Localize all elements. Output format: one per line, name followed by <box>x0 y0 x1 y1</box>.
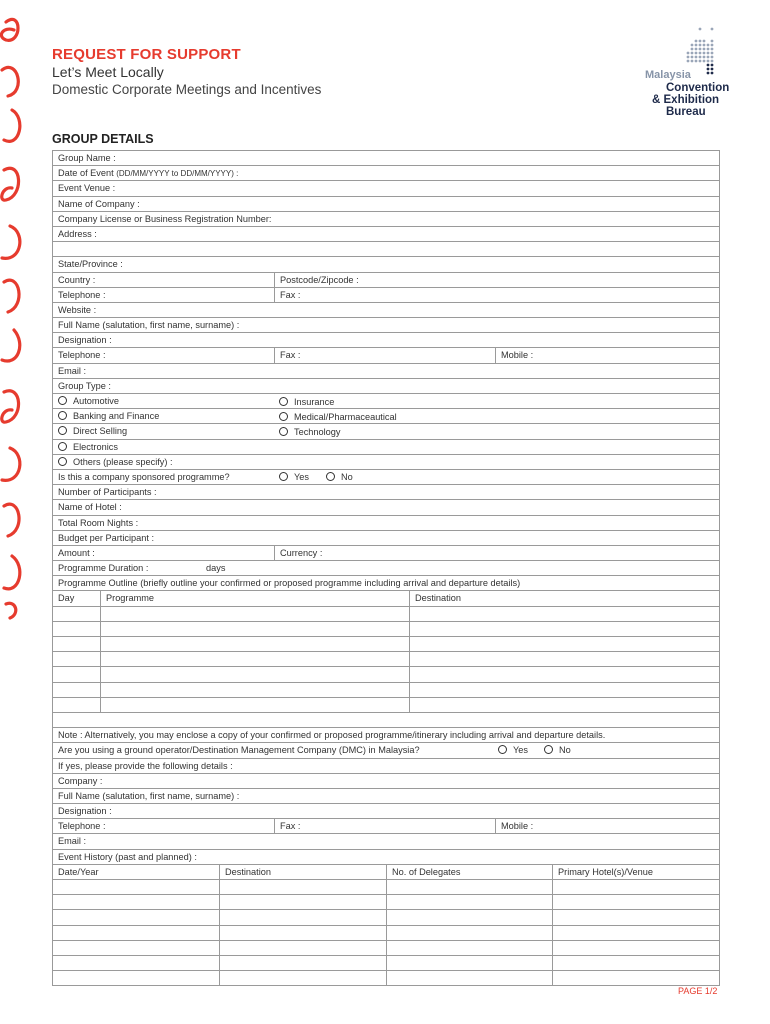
table-cell[interactable] <box>386 956 552 970</box>
room-nights-row[interactable] <box>53 516 719 531</box>
date-of-event-label <box>53 166 238 180</box>
table-cell[interactable] <box>552 926 558 940</box>
table-cell[interactable] <box>552 941 558 955</box>
event-venue-row[interactable] <box>53 181 719 196</box>
table-cell[interactable] <box>100 607 409 621</box>
table-cell[interactable] <box>386 941 552 955</box>
radio-icon[interactable] <box>58 442 67 451</box>
if-yes-label: If yes, please provide the following details : <box>58 760 233 771</box>
col-day-header: Day <box>58 593 75 604</box>
logo-text-malaysia: Malaysia <box>645 69 691 81</box>
form-title: REQUEST FOR SUPPORT <box>52 46 241 63</box>
table-row[interactable] <box>53 683 719 698</box>
table-row[interactable] <box>53 926 719 941</box>
option-label: Automotive <box>73 396 119 406</box>
event-history-row <box>53 850 719 865</box>
table-cell[interactable] <box>100 622 409 636</box>
outline-row <box>53 576 719 591</box>
radio-icon[interactable] <box>58 411 67 420</box>
radio-icon[interactable] <box>58 457 67 466</box>
table-cell[interactable] <box>100 698 409 712</box>
option-label: Electronics <box>73 441 118 452</box>
col-history-destination-header: Destination <box>219 865 271 879</box>
group-name-label: Group Name : <box>58 153 116 163</box>
table-cell[interactable] <box>219 941 386 955</box>
full-name-label: Full Name (salutation, first name, surname) : <box>58 320 240 331</box>
address-row-2[interactable] <box>53 242 719 257</box>
table-row[interactable] <box>53 637 719 652</box>
programme-header-row <box>53 591 719 606</box>
option-electronics[interactable] <box>53 440 118 454</box>
radio-icon[interactable] <box>279 397 288 406</box>
option-insurance[interactable] <box>274 395 334 409</box>
table-cell[interactable] <box>386 895 552 909</box>
dmc-question-label: Are you using a ground operator/Destination Management Company (DMC) in Malaysia? <box>58 745 420 756</box>
dmc-telephone-label: Telephone : <box>58 821 106 832</box>
days-label: days <box>206 563 226 574</box>
radio-icon[interactable] <box>58 426 67 435</box>
website-label: Website : <box>58 304 97 315</box>
table-cell[interactable] <box>552 895 558 909</box>
table-row[interactable] <box>53 941 719 956</box>
date-format-hint: (DD/MM/YYYY to DD/MM/YYYY) : <box>116 169 239 179</box>
option-label: Yes <box>294 471 309 482</box>
dmc-row <box>53 743 719 758</box>
table-cell[interactable] <box>409 637 415 651</box>
company-sponsored-label: Is this a company sponsored programme? <box>58 471 230 482</box>
group-details-form <box>52 150 720 986</box>
country-row[interactable] <box>53 273 719 288</box>
event-history-label: Event History (past and planned) : <box>58 851 197 862</box>
radio-icon[interactable] <box>498 745 507 754</box>
website-row[interactable] <box>53 303 719 318</box>
dmc-mobile-label: Mobile : <box>495 819 533 833</box>
table-cell[interactable] <box>100 652 409 666</box>
option-direct-selling[interactable] <box>53 424 127 438</box>
col-hotel-venue-header: Primary Hotel(s)/Venue <box>552 865 653 879</box>
radio-icon[interactable] <box>279 412 288 421</box>
contact-telephone-row[interactable] <box>53 348 719 363</box>
dmc-full-name-row[interactable] <box>53 789 719 804</box>
decorative-pattern <box>0 0 28 620</box>
option-label: No <box>341 471 353 482</box>
table-cell[interactable] <box>552 971 558 985</box>
option-label: Yes <box>513 745 528 756</box>
option-label: Others (please specify) : <box>73 456 173 467</box>
dmc-fax-label: Fax : <box>274 819 300 833</box>
country-label: Country : <box>58 274 96 285</box>
option-banking[interactable] <box>53 409 159 423</box>
page-number: PAGE 1/2 <box>678 986 718 996</box>
company-sponsored-row <box>53 470 719 485</box>
state-label: State/Province : <box>58 259 123 270</box>
license-label: Company License or Business Registration Number: <box>58 213 272 224</box>
table-row[interactable] <box>53 971 719 986</box>
history-header-row <box>53 865 719 880</box>
date-of-event-text: Date of Event <box>58 168 114 179</box>
table-row[interactable] <box>53 652 719 667</box>
table-cell[interactable] <box>219 895 386 909</box>
table-cell[interactable] <box>386 971 552 985</box>
logo-text-exhibition: & Exhibition <box>652 94 720 106</box>
hotel-label: Name of Hotel : <box>58 502 122 513</box>
participants-label: Number of Participants : <box>58 487 157 498</box>
option-label: Banking and Finance <box>73 411 160 422</box>
date-of-event-row[interactable] <box>53 166 719 181</box>
table-cell[interactable] <box>219 926 386 940</box>
col-destination-header: Destination <box>409 591 461 605</box>
duration-row[interactable] <box>53 561 719 576</box>
outline-label: Programme Outline (briefly outline your confirmed or proposed programme including arrival and departure details) <box>58 578 521 589</box>
option-automotive[interactable] <box>53 394 119 408</box>
option-label: Insurance <box>294 397 335 407</box>
table-row[interactable] <box>53 667 719 682</box>
table-row[interactable] <box>53 956 719 971</box>
table-cell[interactable] <box>100 683 409 697</box>
radio-icon[interactable] <box>58 396 67 405</box>
note-row <box>53 728 719 743</box>
table-cell[interactable] <box>219 880 386 894</box>
table-cell[interactable] <box>552 956 558 970</box>
budget-label: Budget per Participant : <box>58 532 155 543</box>
dmc-company-label: Company : <box>58 775 103 786</box>
participants-row[interactable] <box>53 485 719 500</box>
col-delegates-header: No. of Delegates <box>386 865 460 879</box>
group-type-options-row-2 <box>53 409 719 424</box>
sponsored-yes[interactable] <box>274 470 309 484</box>
group-type-options-row-1 <box>53 394 719 409</box>
duration-label: Programme Duration : <box>58 563 149 574</box>
dmc-designation-label: Designation : <box>58 806 112 817</box>
sponsored-no[interactable] <box>321 470 353 484</box>
table-cell[interactable] <box>409 622 415 636</box>
contact-mobile-label: Mobile : <box>495 348 533 362</box>
dmc-no[interactable] <box>539 743 571 757</box>
contact-telephone-label: Telephone : <box>58 350 106 361</box>
hotel-row[interactable] <box>53 500 719 515</box>
logo-text-convention: Convention <box>666 82 730 94</box>
group-type-options-row-3 <box>53 424 719 439</box>
logo-text-bureau: Bureau <box>666 106 706 118</box>
group-type-options-row-4 <box>53 440 719 455</box>
dmc-email-row[interactable] <box>53 834 719 849</box>
mycEB-logo <box>640 24 740 124</box>
group-type-options-row-5 <box>53 455 719 470</box>
dmc-telephone-row[interactable] <box>53 819 719 834</box>
dmc-email-label: Email : <box>58 836 87 847</box>
table-cell[interactable] <box>100 637 409 651</box>
option-label: No <box>559 745 571 756</box>
option-label: Direct Selling <box>73 426 128 437</box>
full-name-row[interactable] <box>53 318 719 333</box>
currency-label: Currency : <box>274 546 322 560</box>
table-cell[interactable] <box>409 698 415 712</box>
option-others[interactable] <box>53 455 173 469</box>
radio-icon[interactable] <box>279 427 288 436</box>
dmc-full-name-label: Full Name (salutation, first name, surname) : <box>58 790 240 801</box>
table-row[interactable] <box>53 607 719 622</box>
option-technology[interactable] <box>274 425 340 439</box>
form-subtitle: Let’s Meet Locally <box>52 64 164 80</box>
amount-row[interactable] <box>53 546 719 561</box>
group-name-row[interactable] <box>53 151 719 166</box>
license-row[interactable] <box>53 212 719 227</box>
room-nights-label: Total Room Nights : <box>58 517 139 528</box>
group-type-label: Group Type : <box>58 380 111 391</box>
address-label: Address : <box>58 228 97 239</box>
table-cell[interactable] <box>552 910 558 924</box>
telephone-label: Telephone : <box>58 289 106 300</box>
option-label: Medical/Pharmaceautical <box>294 412 397 423</box>
contact-fax-label: Fax : <box>274 348 300 362</box>
table-row[interactable] <box>53 910 719 925</box>
table-row[interactable] <box>53 698 719 713</box>
table-cell[interactable] <box>219 971 386 985</box>
event-venue-label: Event Venue : <box>58 183 116 194</box>
dmc-designation-row[interactable] <box>53 804 719 819</box>
amount-label: Amount : <box>58 547 95 558</box>
form-subtitle-secondary: Domestic Corporate Meetings and Incentives <box>52 82 322 97</box>
option-label: Technology <box>294 427 341 438</box>
telephone-row[interactable] <box>53 288 719 303</box>
email-row[interactable] <box>53 364 719 379</box>
email-label: Email : <box>58 365 87 376</box>
postcode-label: Postcode/Zipcode : <box>274 273 359 287</box>
section-title: GROUP DETAILS <box>52 132 154 146</box>
table-cell[interactable] <box>219 956 386 970</box>
dmc-company-row[interactable] <box>53 774 719 789</box>
table-cell[interactable] <box>219 910 386 924</box>
designation-label: Designation : <box>58 335 112 346</box>
radio-icon[interactable] <box>326 472 335 481</box>
radio-icon[interactable] <box>279 472 288 481</box>
table-cell[interactable] <box>409 683 415 697</box>
option-medical[interactable] <box>274 410 397 424</box>
budget-row <box>53 531 719 546</box>
company-name-row[interactable] <box>53 197 719 212</box>
group-type-row <box>53 379 719 394</box>
table-row[interactable] <box>53 895 719 910</box>
note-text: Note : Alternatively, you may enclose a copy of your confirmed or proposed programme/itinerary including arrival and departure details. <box>58 730 606 741</box>
designation-row[interactable] <box>53 333 719 348</box>
spacer-row <box>53 713 719 728</box>
state-row[interactable] <box>53 257 719 272</box>
table-cell[interactable] <box>409 652 415 666</box>
company-name-label: Name of Company : <box>58 198 140 209</box>
table-row[interactable] <box>53 622 719 637</box>
table-cell[interactable] <box>386 880 552 894</box>
address-row[interactable] <box>53 227 719 242</box>
if-yes-row <box>53 759 719 774</box>
col-date-year-header: Date/Year <box>58 866 99 877</box>
table-cell[interactable] <box>386 926 552 940</box>
table-cell[interactable] <box>409 667 415 681</box>
col-programme-header: Programme <box>100 591 154 605</box>
fax-label: Fax : <box>274 288 300 302</box>
table-row[interactable] <box>53 880 719 895</box>
table-cell[interactable] <box>409 607 415 621</box>
radio-icon[interactable] <box>544 745 553 754</box>
table-cell[interactable] <box>386 910 552 924</box>
table-cell[interactable] <box>552 880 558 894</box>
table-cell[interactable] <box>100 667 409 681</box>
dmc-yes[interactable] <box>493 743 528 757</box>
